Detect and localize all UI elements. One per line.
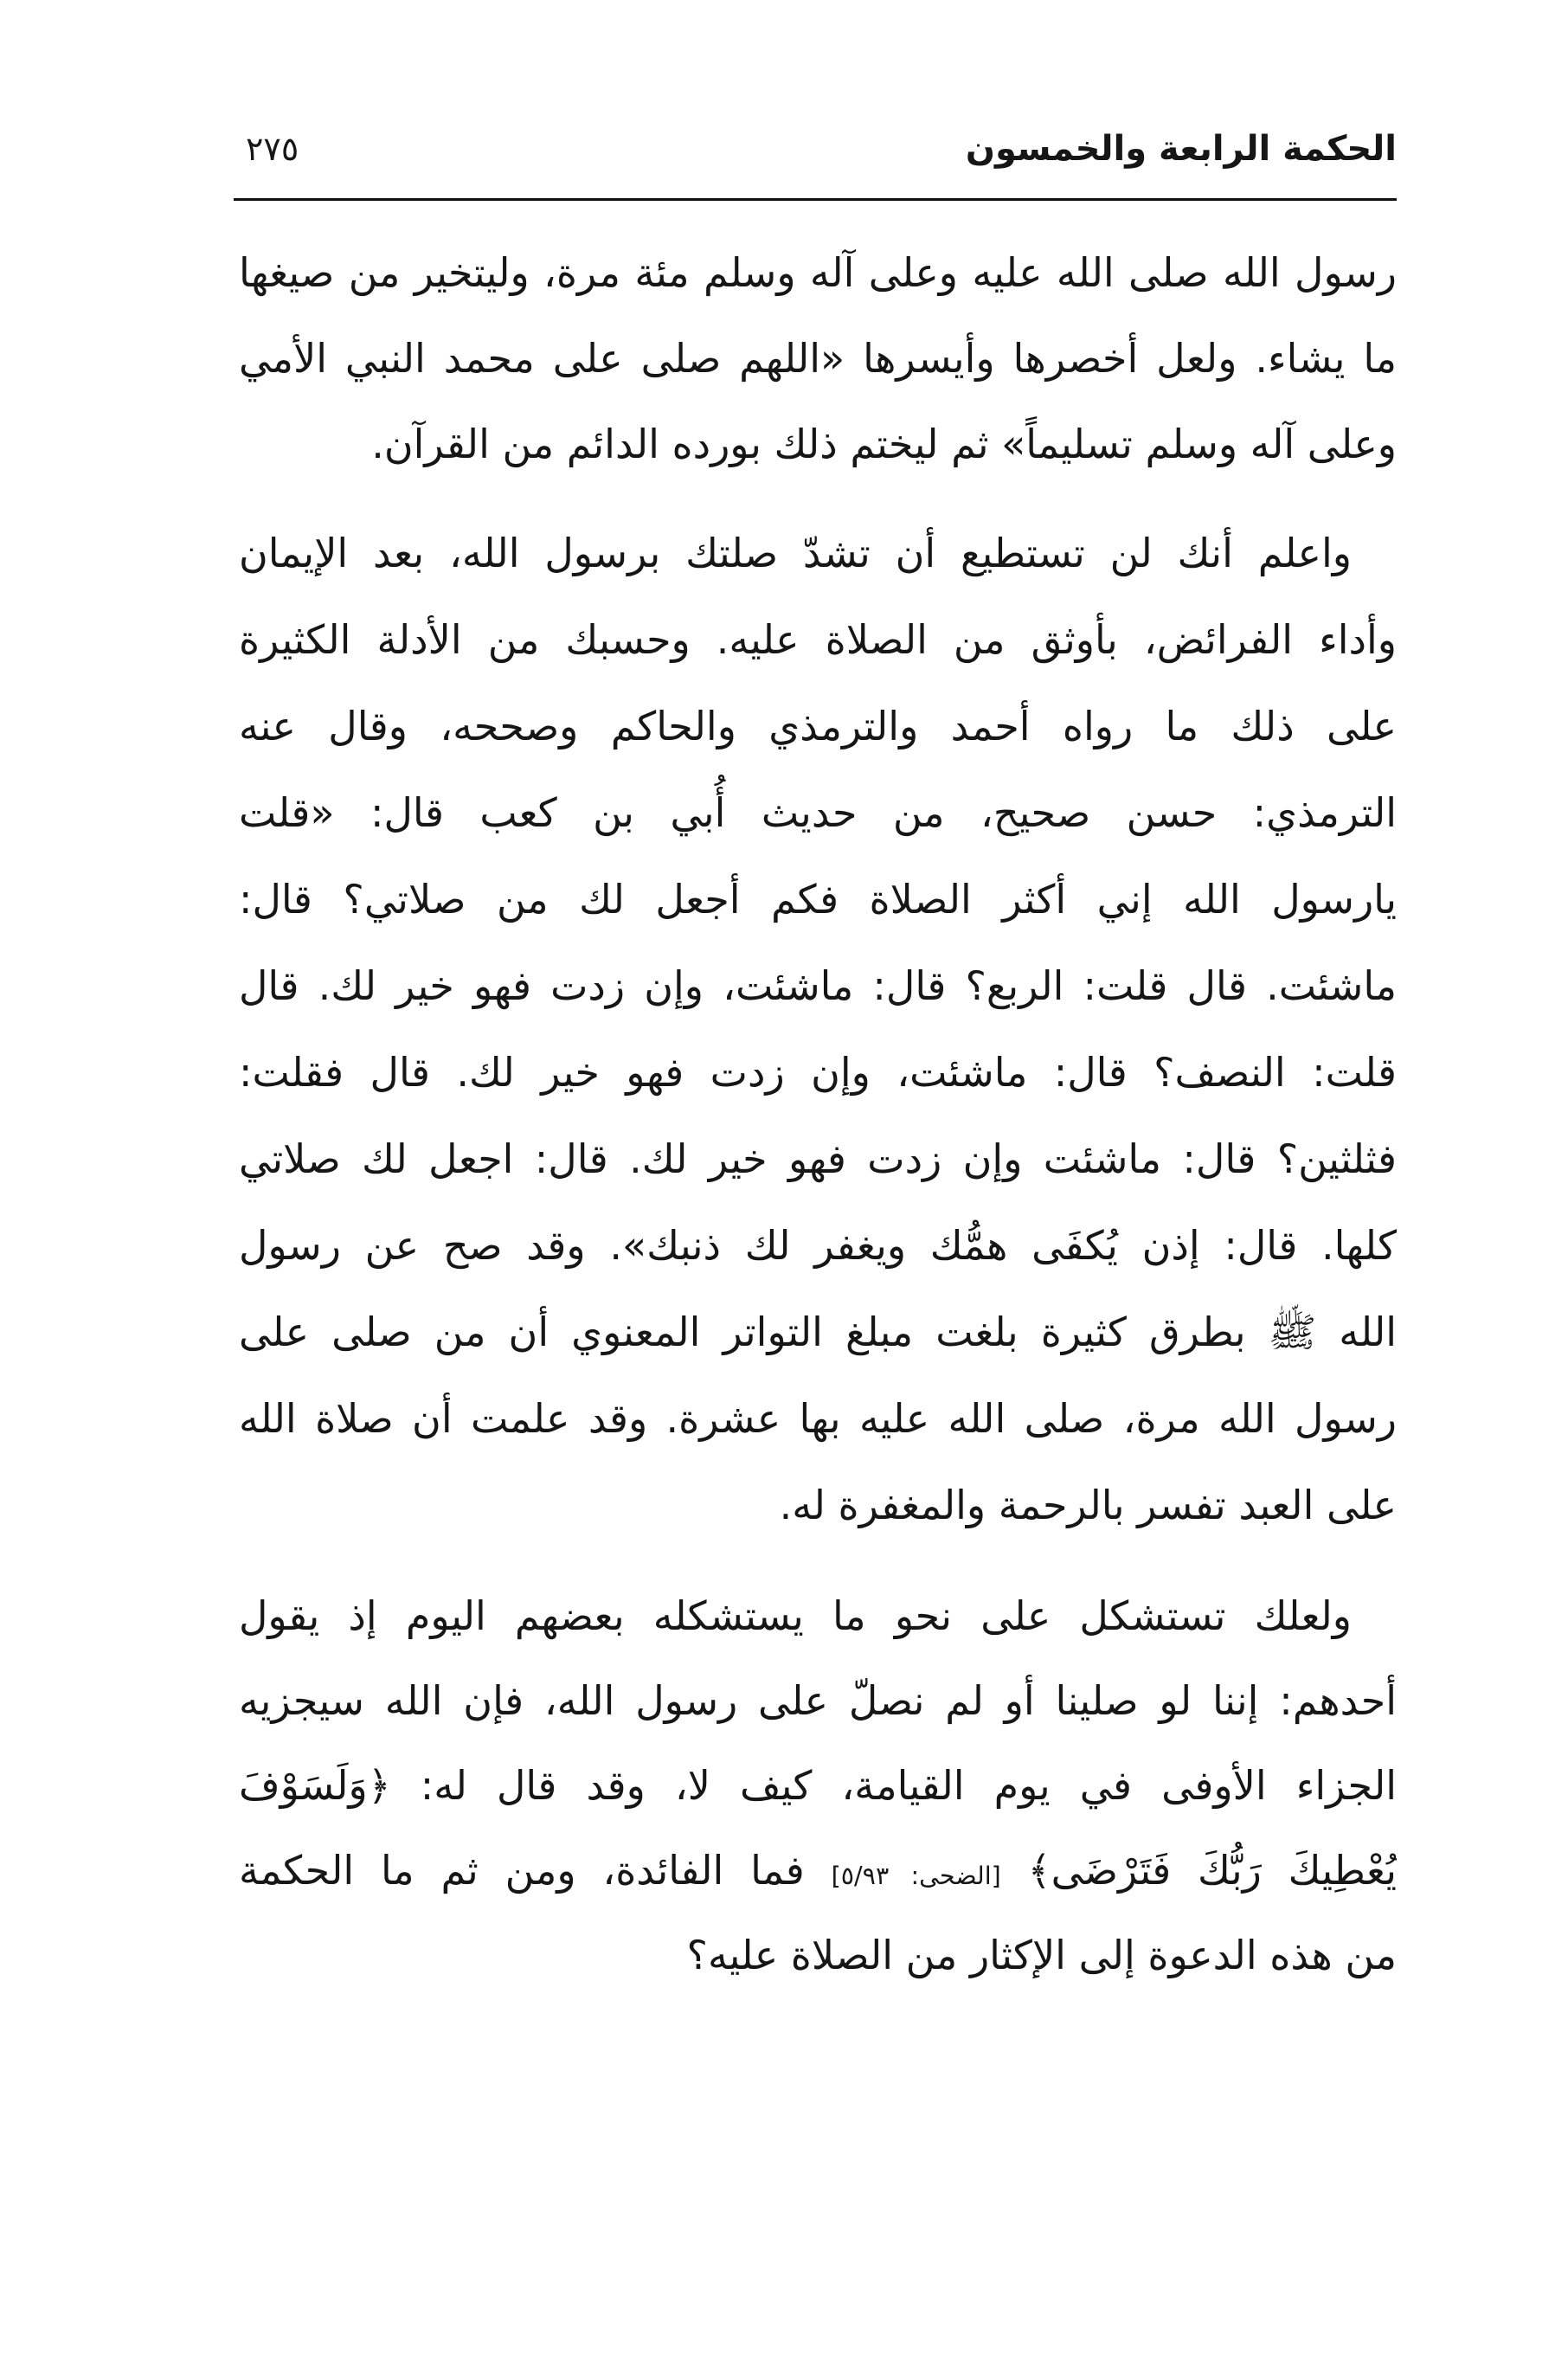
text-line: من هذه الدعوة إلى الإكثار من الصلاة عليه؟	[686, 1932, 1397, 1978]
text-line: رسول الله مرة، صلى الله عليه بها عشرة. وقد علمت أن صلاة الله	[239, 1395, 1397, 1442]
text-line: الله ﷺ بطرق كثيرة بلغت مبلغ التواتر المعنوي أن من صلى على	[239, 1309, 1397, 1355]
text-line: واعلم أنك لن تستطيع أن تشدّ صلتك برسول الله، بعد الإيمان	[239, 530, 1352, 576]
quran-citation: [الضحى: ٥/٩٣]	[831, 1862, 1001, 1890]
chapter-title: الحكمة الرابعة والخمسون	[965, 129, 1397, 169]
text-line: الجزاء الأوفى في يوم القيامة، كيف لا، وقد قال له: ﴿وَلَسَوْفَ	[239, 1762, 1397, 1809]
text-line: على العبد تفسر بالرحمة والمغفرة له.	[779, 1482, 1397, 1528]
header-rule	[234, 198, 1397, 201]
text-line: على ذلك ما رواه أحمد والترمذي والحاكم وصححه، وقال عنه	[239, 703, 1397, 749]
text-line: يارسول الله إني أكثر الصلاة فكم أجعل لك من صلاتي؟ قال:	[239, 876, 1397, 923]
text-line: فثلثين؟ قال: ماشئت وإن زدت فهو خير لك. قال: اجعل لك صلاتي	[239, 1135, 1397, 1182]
text-segment: فما الفائدة، ومن ثم ما الحكمة	[239, 1847, 805, 1894]
text-line: كلها. قال: إذن يُكفَى همُّك ويغفر لك ذنبك». وقد صح عن رسول	[239, 1222, 1397, 1269]
page-number: ٢٧٥	[246, 130, 299, 168]
text-line: ولعلك تستشكل على نحو ما يستشكله بعضهم اليوم إذ يقول	[239, 1592, 1352, 1639]
quran-verse-text: يُعْطِيكَ رَبُّكَ فَتَرْضَى﴾	[1027, 1847, 1397, 1894]
paragraph	[239, 230, 1397, 487]
text-line	[239, 1828, 1397, 1913]
text-line: ما يشاء. ولعل أخصرها وأيسرها «اللهم صلى على محمد النبي الأمي	[239, 335, 1397, 382]
text-line: قلت: النصف؟ قال: ماشئت، وإن زدت فهو خير لك. قال فقلت:	[239, 1049, 1397, 1096]
text-line: الترمذي: حسن صحيح، من حديث أُبي بن كعب قال: «قلت	[239, 789, 1397, 836]
text-line: وعلى آله وسلم تسليماً» ثم ليختم ذلك بورده الدائم من القرآن.	[371, 421, 1397, 467]
text-line: ماشئت. قال قلت: الربع؟ قال: ماشئت، وإن زدت فهو خير لك. قال	[239, 962, 1397, 1009]
text-line: أحدهم: إننا لو صلينا أو لم نصلّ على رسول الله، فإن الله سيجزيه	[239, 1677, 1397, 1724]
paragraph	[239, 510, 1397, 1548]
text-line: رسول الله صلى الله عليه وعلى آله وسلم مئة مرة، وليتخير من صيغها	[239, 249, 1397, 296]
text-line: وأداء الفرائض، بأوثق من الصلاة عليه. وحسبك من الأدلة الكثيرة	[239, 616, 1397, 663]
paragraph	[239, 1573, 1397, 1997]
